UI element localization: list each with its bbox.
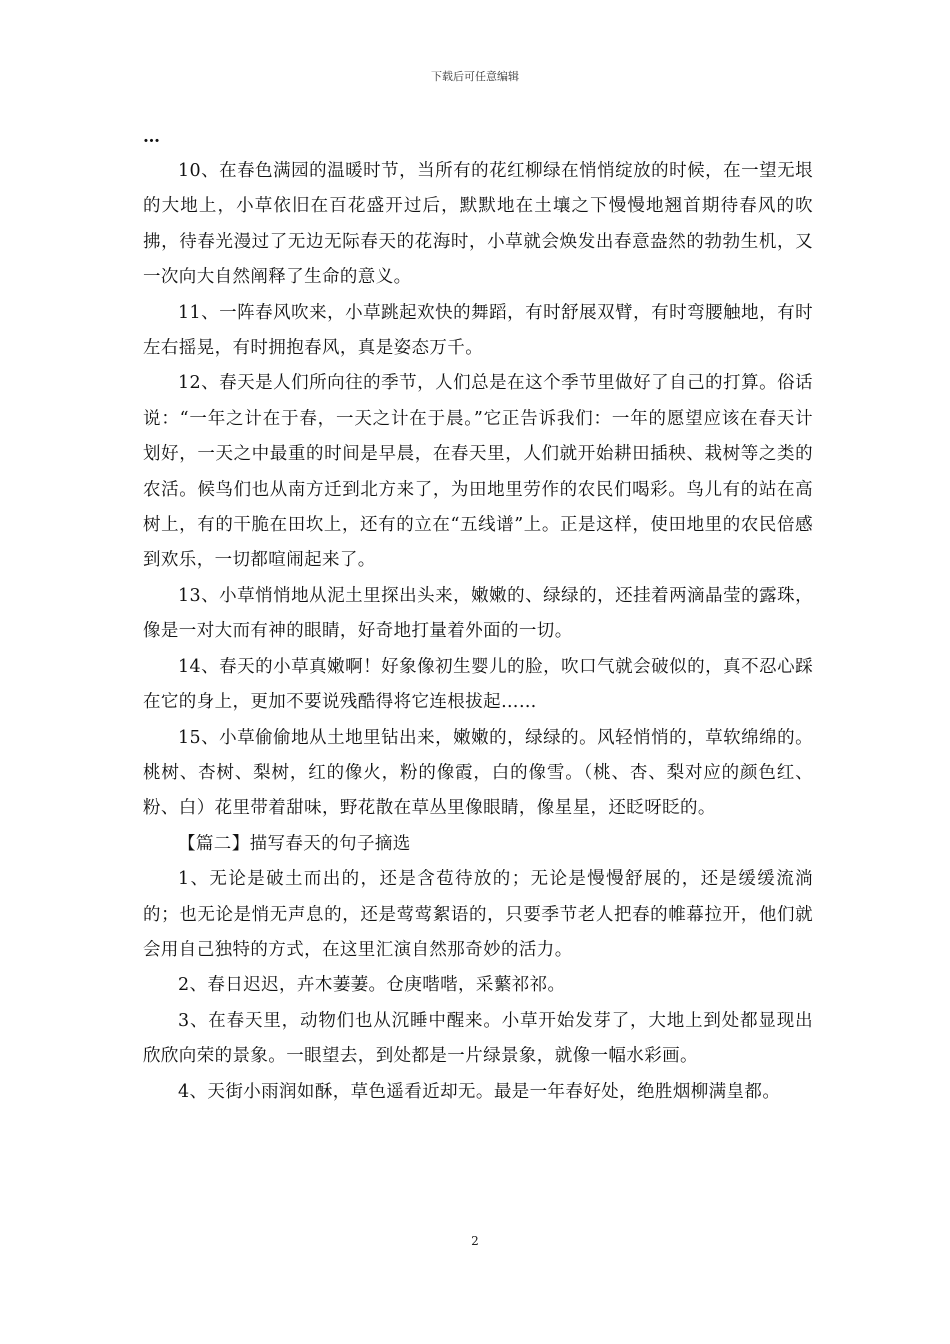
document-body xyxy=(143,120,813,1110)
paragraph-s2-1: 1、无论是破土而出的，还是含苞待放的；无论是慢慢舒展的，还是缓缓流淌的；也无论是悄无声息的，还是莺莺絮语的，只要季节老人把春的帷幕拉开，他们就会用自己独特的方式，在这里汇演自然那奇妙的活力。 xyxy=(143,869,813,960)
page-number: 2 xyxy=(471,1234,479,1248)
paragraph-s2-3: 3、在春天里，动物们也从沉睡中醒来。小草开始发芽了，大地上到处都显现出欣欣向荣的景象。一眼望去，到处都是一片绿景象，就像一幅水彩画。 xyxy=(143,1010,813,1067)
paragraph-s2-2: 2、春日迟迟，卉木萋萋。仓庚喈喈，采蘩祁祁。 xyxy=(178,975,566,996)
paragraph-s2-4: 4、天街小雨润如酥，草色遥看近却无。最是一年春好处，绝胜烟柳满皇都。 xyxy=(178,1081,781,1102)
paragraph-12: 12、春天是人们所向往的季节，人们总是在这个季节里做好了自己的打算。俗话说：“一年之计在于春，一天之计在于晨。”它正告诉我们：一年的愿望应该在春天计划好，一天之中最重的时间是早晨，在春天里，人们就开始耕田插秧、栽树等之类的农活。候鸟们也从南方迁到北方来了，为田地里劳作的农民们喝彩。鸟儿有的站在高树上，有的干脆在田坎上，还有的立在“五线谱”上。正是这样，使田地里的农民倍感到欢乐，一切都喧闹起来了。 xyxy=(143,373,813,571)
paragraph-13: 13、小草悄悄地从泥土里探出头来，嫩嫩的、绿绿的，还挂着两滴晶莹的露珠，像是一对大而有神的眼睛，好奇地打量着外面的一切。 xyxy=(143,585,813,642)
paragraph-15: 15、小草偷偷地从土地里钻出来，嫩嫩的，绿绿的。风轻悄悄的，草软绵绵的。桃树、杏树、梨树，红的像火，粉的像霞，白的像雪。（桃、杏、梨对应的颜色红、粉、白）花里带着甜味，野花散在草丛里像眼睛，像星星，还眨呀眨的。 xyxy=(143,727,813,819)
paragraph-10: 10、在春色满园的温暖时节，当所有的花红柳绿在悄悄绽放的时候，在一望无垠的大地上，小草依旧在百花盛开过后，默默地在土壤之下慢慢地翘首期待春风的吹拂，待春光漫过了无边无际春天的花海时，小草就会焕发出春意盎然的勃勃生机，又一次向大自然阐释了生命的意义。 xyxy=(143,161,813,288)
paragraph-14: 14、春天的小草真嫩啊！好象像初生婴儿的脸，吹口气就会破似的，真不忍心踩在它的身上，更加不要说残酷得将它连根拔起…… xyxy=(143,656,813,713)
section-heading: 【篇二】描写春天的句子摘选 xyxy=(178,833,411,854)
paragraph-11: 11、一阵春风吹来，小草跳起欢快的舞蹈，有时舒展双臂，有时弯腰触地，有时左右摇晃，有时拥抱春风，真是姿态万千。 xyxy=(143,302,813,359)
leading-ellipsis: … xyxy=(143,127,160,147)
page-header-note: 下载后可任意编辑 xyxy=(431,70,519,83)
